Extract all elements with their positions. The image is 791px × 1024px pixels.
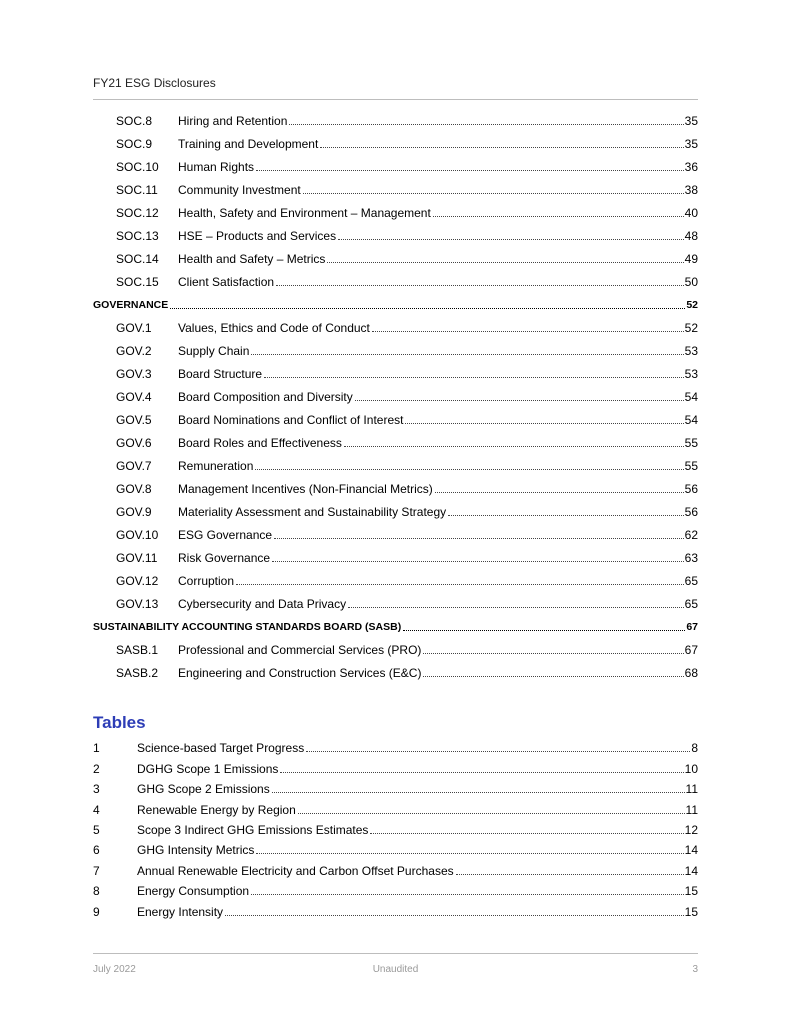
toc-entry-page: 54	[684, 390, 698, 404]
toc-entry-number: SOC.12	[116, 206, 159, 220]
toc-entry-number: GOV.12	[116, 574, 159, 588]
dot-leader	[456, 874, 684, 875]
footer-page-number: 3	[692, 964, 698, 975]
toc-entry-title: SUSTAINABILITY ACCOUNTING STANDARDS BOARD (SASB)	[93, 621, 402, 633]
toc-entry-number: GOV.4	[116, 390, 152, 404]
table-entry-page: 10	[684, 761, 698, 776]
toc-entry[interactable]	[93, 639, 698, 662]
table-list-entry[interactable]	[93, 841, 698, 861]
toc-entry[interactable]	[93, 340, 698, 363]
dot-leader	[320, 147, 683, 148]
toc-entry-number: GOV.9	[116, 505, 152, 519]
dot-leader	[289, 124, 683, 125]
toc-entry-number: GOV.6	[116, 436, 152, 450]
toc-entry-page: 35	[684, 137, 698, 151]
table-entry-number: 1	[93, 741, 100, 756]
table-entry-title: Energy Consumption	[137, 884, 250, 899]
dot-leader	[405, 423, 683, 424]
toc-entry[interactable]	[93, 202, 698, 225]
toc-entry[interactable]	[93, 156, 698, 179]
table-entry-title: Energy Intensity	[137, 904, 224, 919]
toc-entry-page: 56	[684, 482, 698, 496]
toc-entry[interactable]	[93, 547, 698, 570]
footer-divider	[93, 953, 698, 954]
toc-entry[interactable]	[93, 524, 698, 547]
dot-leader	[448, 515, 684, 516]
toc-entry-number: SOC.15	[116, 275, 159, 289]
table-entry-page: 15	[684, 904, 698, 919]
toc-entry-number: SOC.9	[116, 137, 153, 151]
toc-entry-title: Community Investment	[178, 183, 301, 197]
toc-entry-title: Remuneration	[178, 459, 254, 473]
toc-entry-title: Risk Governance	[178, 551, 271, 565]
toc-entry-number: GOV.5	[116, 413, 152, 427]
toc-entry-title: Corruption	[178, 574, 235, 588]
dot-leader	[435, 492, 684, 493]
toc-list	[93, 110, 698, 685]
toc-entry-number: GOV.7	[116, 459, 152, 473]
toc-entry-page: 49	[684, 252, 698, 266]
toc-entry[interactable]	[93, 225, 698, 248]
table-entry-page: 15	[684, 884, 698, 899]
toc-entry-page: 48	[684, 229, 698, 243]
table-entry-title: Renewable Energy by Region	[137, 802, 296, 817]
table-entry-number: 3	[93, 782, 100, 797]
toc-entry-number: GOV.11	[116, 551, 158, 565]
toc-entry-page: 35	[684, 114, 698, 128]
toc-section-entry[interactable]	[93, 294, 698, 317]
toc-entry[interactable]	[93, 662, 698, 685]
dot-leader	[236, 584, 684, 585]
dot-leader	[344, 446, 684, 447]
dot-leader	[338, 239, 684, 240]
toc-entry-title: Client Satisfaction	[178, 275, 275, 289]
toc-entry-title: Training and Development	[178, 137, 319, 151]
toc-entry-title: Cybersecurity and Data Privacy	[178, 597, 347, 611]
toc-entry-page: 68	[684, 666, 698, 680]
dot-leader	[225, 915, 684, 916]
table-list-entry[interactable]	[93, 902, 698, 922]
table-entry-page: 8	[691, 741, 698, 756]
table-list-entry[interactable]	[93, 861, 698, 881]
tables-list	[93, 739, 698, 923]
toc-entry-page: 65	[684, 597, 698, 611]
toc-entry-number: GOV.3	[116, 367, 152, 381]
toc-entry-title: Board Structure	[178, 367, 263, 381]
toc-entry-title: Health and Safety – Metrics	[178, 252, 326, 266]
toc-entry-title: Board Nominations and Conflict of Interest	[178, 413, 404, 427]
running-header: FY21 ESG Disclosures	[93, 76, 216, 90]
toc-entry-page: 55	[684, 436, 698, 450]
dot-leader	[370, 833, 683, 834]
toc-entry-page: 53	[684, 367, 698, 381]
toc-entry-title: Management Incentives (Non-Financial Metrics)	[178, 482, 433, 496]
dot-leader	[423, 676, 683, 677]
toc-entry[interactable]	[93, 248, 698, 271]
toc-entry-title: Board Roles and Effectiveness	[178, 436, 342, 450]
dot-leader	[306, 751, 690, 752]
toc-entry-title: Engineering and Construction Services (E&C)	[178, 666, 422, 680]
dot-leader	[274, 538, 684, 539]
dot-leader	[255, 469, 683, 470]
toc-entry-title: Professional and Commercial Services (PRO)	[178, 643, 422, 657]
table-entry-title: Scope 3 Indirect GHG Emissions Estimates	[137, 822, 369, 837]
dot-leader	[251, 894, 684, 895]
table-list-entry[interactable]	[93, 882, 698, 902]
toc-entry[interactable]	[93, 110, 698, 133]
table-entry-title: Annual Renewable Electricity and Carbon Offset Purchases	[137, 863, 454, 878]
toc-entry[interactable]	[93, 593, 698, 616]
dot-leader	[256, 170, 684, 171]
table-entry-page: 14	[684, 863, 698, 878]
toc-entry-number: GOV.13	[116, 597, 159, 611]
table-list-entry[interactable]	[93, 800, 698, 820]
toc-entry-page: 55	[684, 459, 698, 473]
table-entry-page: 11	[685, 782, 698, 797]
toc-entry-number: GOV.10	[116, 528, 159, 542]
toc-entry[interactable]	[93, 133, 698, 156]
toc-entry-page: 50	[684, 275, 698, 289]
table-entry-title: GHG Scope 2 Emissions	[137, 782, 270, 797]
table-entry-number: 4	[93, 802, 100, 817]
toc-entry-page: 63	[684, 551, 698, 565]
toc-section-entry[interactable]	[93, 616, 698, 639]
toc-entry[interactable]	[93, 386, 698, 409]
table-entry-page: 11	[685, 802, 698, 817]
toc-entry-page: 40	[684, 206, 698, 220]
dot-leader	[272, 792, 685, 793]
dot-leader	[298, 813, 685, 814]
toc-entry-page: 65	[684, 574, 698, 588]
table-entry-page: 12	[684, 822, 698, 837]
header-divider	[93, 99, 698, 100]
toc-entry-number: SASB.2	[116, 666, 159, 680]
toc-entry-title: Values, Ethics and Code of Conduct	[178, 321, 370, 335]
toc-entry-title: Board Composition and Diversity	[178, 390, 353, 404]
toc-entry[interactable]	[93, 570, 698, 593]
toc-entry[interactable]	[93, 317, 698, 340]
toc-entry-number: SOC.8	[116, 114, 153, 128]
toc-entry[interactable]	[93, 409, 698, 432]
toc-entry-page: 52	[686, 299, 698, 311]
toc-entry-page: 52	[684, 321, 698, 335]
table-list-entry[interactable]	[93, 821, 698, 841]
dot-leader	[372, 331, 684, 332]
toc-entry-page: 36	[684, 160, 698, 174]
footer-status: Unaudited	[372, 964, 419, 975]
tables-heading: Tables	[93, 713, 146, 732]
dot-leader	[355, 400, 684, 401]
table-entry-page: 14	[684, 843, 698, 858]
toc-entry-number: GOV.8	[116, 482, 152, 496]
toc-entry[interactable]	[93, 271, 698, 294]
dot-leader	[327, 262, 683, 263]
dot-leader	[170, 308, 685, 309]
toc-entry-title: GOVERNANCE	[93, 299, 169, 311]
table-list-entry[interactable]	[93, 759, 698, 779]
toc-entry-number: SASB.1	[116, 643, 159, 657]
toc-entry-title: Health, Safety and Environment – Management	[178, 206, 431, 220]
toc-entry-page: 54	[684, 413, 698, 427]
toc-entry-page: 38	[684, 183, 698, 197]
toc-entry-page: 62	[684, 528, 698, 542]
toc-entry[interactable]	[93, 478, 698, 501]
dot-leader	[276, 285, 684, 286]
dot-leader	[433, 216, 684, 217]
toc-entry[interactable]	[93, 432, 698, 455]
toc-entry-title: ESG Governance	[178, 528, 273, 542]
dot-leader	[280, 772, 683, 773]
dot-leader	[251, 354, 683, 355]
dot-leader	[272, 561, 684, 562]
toc-entry-number: SOC.11	[116, 183, 158, 197]
dot-leader	[423, 653, 683, 654]
dot-leader	[264, 377, 684, 378]
toc-entry-number: GOV.2	[116, 344, 152, 358]
table-entry-number: 2	[93, 761, 100, 776]
dot-leader	[256, 853, 683, 854]
table-entry-number: 6	[93, 843, 100, 858]
toc-entry[interactable]	[93, 179, 698, 202]
dot-leader	[348, 607, 684, 608]
toc-entry-page: 67	[686, 621, 698, 633]
dot-leader	[403, 630, 685, 631]
toc-entry-number: SOC.10	[116, 160, 159, 174]
table-list-entry[interactable]	[93, 780, 698, 800]
toc-entry-title: Hiring and Retention	[178, 114, 288, 128]
footer-date: July 2022	[93, 964, 136, 975]
toc-entry[interactable]	[93, 501, 698, 524]
toc-entry-title: Materiality Assessment and Sustainability Strategy	[178, 505, 447, 519]
toc-entry[interactable]	[93, 455, 698, 478]
toc-entry-number: GOV.1	[116, 321, 152, 335]
table-entry-number: 7	[93, 863, 100, 878]
toc-entry-number: SOC.14	[116, 252, 159, 266]
toc-entry-page: 67	[684, 643, 698, 657]
toc-entry[interactable]	[93, 363, 698, 386]
toc-entry-title: Supply Chain	[178, 344, 250, 358]
toc-entry-page: 56	[684, 505, 698, 519]
dot-leader	[303, 193, 684, 194]
toc-entry-title: Human Rights	[178, 160, 255, 174]
table-entry-number: 9	[93, 904, 100, 919]
table-entry-title: Science-based Target Progress	[137, 741, 305, 756]
table-list-entry[interactable]	[93, 739, 698, 759]
table-entry-title: GHG Intensity Metrics	[137, 843, 255, 858]
table-entry-title: DGHG Scope 1 Emissions	[137, 761, 279, 776]
toc-entry-title: HSE – Products and Services	[178, 229, 337, 243]
toc-entry-number: SOC.13	[116, 229, 159, 243]
toc-entry-page: 53	[684, 344, 698, 358]
table-entry-number: 8	[93, 884, 100, 899]
table-entry-number: 5	[93, 822, 100, 837]
